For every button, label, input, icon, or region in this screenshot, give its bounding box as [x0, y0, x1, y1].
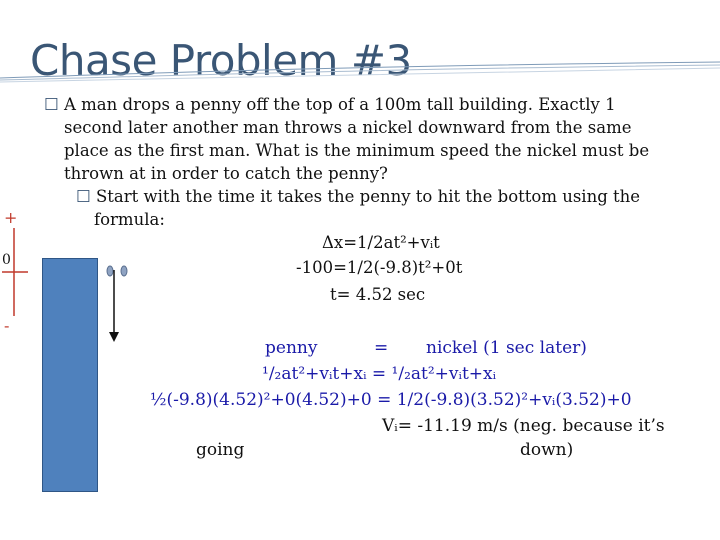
- position-axis: [0, 220, 40, 320]
- nickel-label: nickel (1 sec later): [426, 338, 587, 358]
- axis-minus-label: -: [4, 316, 10, 335]
- step-bullet: [76, 185, 676, 231]
- bullet-icon: ☐: [76, 187, 91, 206]
- penny-label: penny: [265, 338, 318, 358]
- building: [42, 258, 98, 492]
- answer-line: Vᵢ= -11.19 m/s (neg. because it’s: [382, 416, 665, 436]
- formula-result: t= 4.52 sec: [330, 285, 426, 304]
- slide-title: Chase Problem #3: [30, 36, 412, 85]
- axis-zero-label: 0: [2, 252, 11, 268]
- bullet-icon: ☐: [44, 95, 59, 114]
- general-equation: ¹/₂at²+vᵢt+xᵢ = ¹/₂at²+vᵢt+xᵢ: [262, 364, 497, 384]
- axis-plus-label: +: [4, 208, 18, 227]
- problem-line-1: A man drops a penny off the top of a 100m tall building. Exactly 1: [64, 95, 616, 114]
- problem-line-2: second later another man throws a nickel downward from the same: [64, 118, 632, 137]
- step-line-2: formula:: [94, 210, 165, 229]
- numeric-equation: ½(-9.8)(4.52)²+0(4.52)+0 = 1/2(-9.8)(3.52)²+vᵢ(3.52)+0: [150, 390, 632, 410]
- problem-line-3: place as the first man. What is the minimum speed the nickel must be: [64, 141, 650, 160]
- formula-general: Δx=1/2at²+vᵢt: [322, 233, 440, 252]
- fall-arrow-icon: [106, 268, 126, 344]
- step-line-1: Start with the time it takes the penny to hit the bottom using the: [96, 187, 641, 206]
- title-underline-swoosh: [0, 60, 720, 90]
- answer-going: going: [196, 440, 245, 460]
- comparison-equals: =: [374, 338, 389, 358]
- answer-down: down): [520, 440, 574, 460]
- problem-bullet: [44, 93, 684, 185]
- formula-substituted: -100=1/2(-9.8)t²+0t: [296, 258, 463, 277]
- problem-line-4: thrown at in order to catch the penny?: [64, 164, 388, 183]
